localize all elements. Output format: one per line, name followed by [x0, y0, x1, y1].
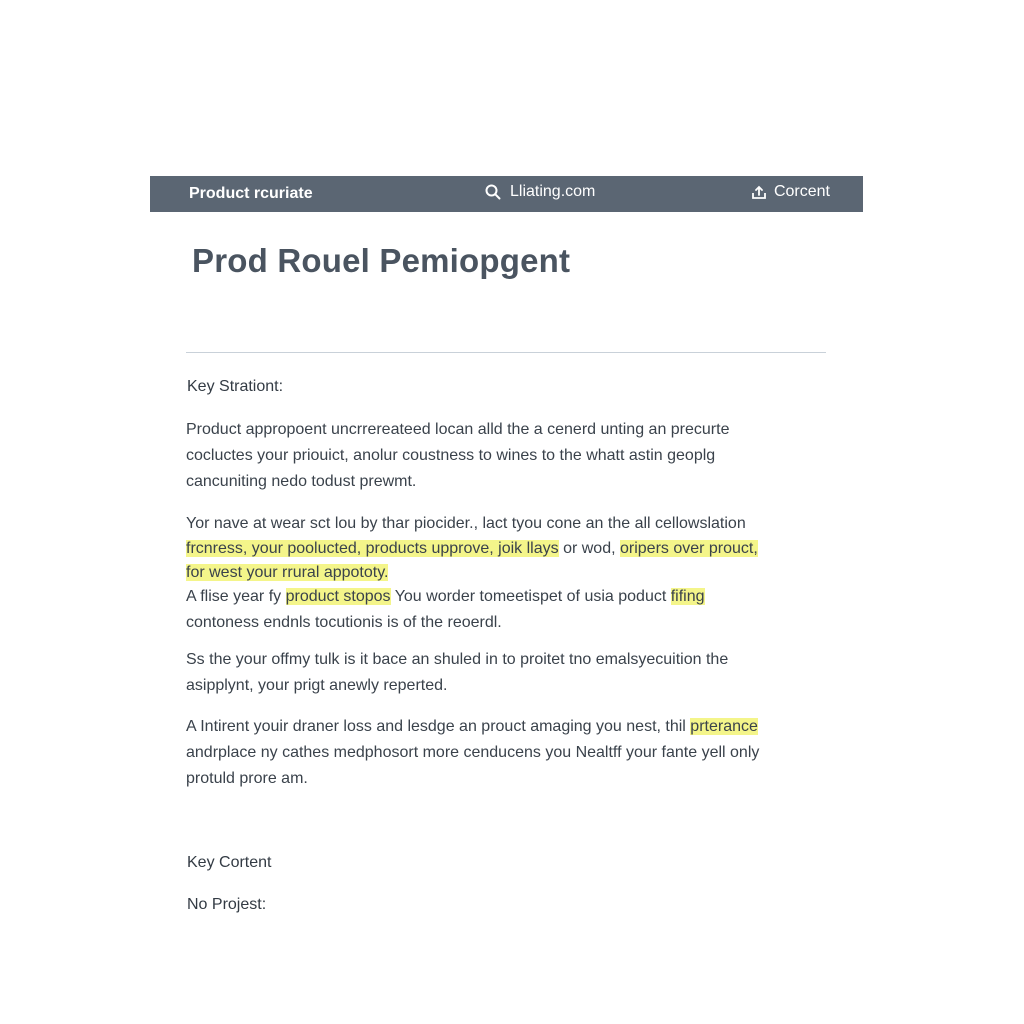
paragraph-line: cocluctes your priouict, anolur coustness to wines to the whatt astin geoplg [186, 447, 716, 464]
divider [186, 352, 826, 353]
highlight: prterance [690, 718, 758, 735]
highlight: fifing [670, 588, 705, 605]
no-project-label: No Projest: [187, 896, 267, 913]
brand-name[interactable]: Product rcuriate [189, 185, 313, 202]
plain-text: A Intirent youir draner loss and lesdge an prouct amaging you nest, thil [186, 718, 691, 735]
plain-text: A flise year fy [186, 588, 286, 605]
paragraph-4 [186, 647, 826, 699]
paragraph-2 [186, 511, 826, 537]
paragraph-line: Yor nave at wear sct lou by thar piocider., lact tyou cone an the all cellowslation [186, 515, 746, 532]
content-link-label: Corcent [773, 183, 830, 200]
mixed-line [186, 714, 826, 740]
page-title: Prod Rouel Pemiopgent [192, 242, 571, 279]
site-link-label: Lliating.com [510, 183, 596, 200]
paragraph-line: andrplace ny cathes medphosort more cenducens you Nealtff your fante yell only [186, 744, 760, 761]
highlight: for west your rrural appototy. [186, 564, 389, 581]
highlighted-line [186, 537, 826, 561]
highlight: frcnress, your poolucted, products upprove, joik llays [186, 540, 559, 557]
paragraph-line: Product appropoent uncrrereateed locan alld the a cenerd unting an precurte [186, 421, 730, 438]
paragraph-3 [186, 537, 826, 635]
paragraph-1 [186, 417, 826, 495]
key-content-label: Key Cortent [187, 854, 272, 871]
highlight: oripers over prouct, [619, 540, 758, 557]
paragraph-line: asipplynt, your prigt anewly reperted. [186, 677, 448, 694]
paragraph-5 [186, 714, 826, 792]
paragraph-line: cancuniting nedo todust prewmt. [186, 473, 417, 490]
share-icon [750, 183, 768, 201]
plain-text: or wod, [558, 540, 620, 557]
content-link[interactable] [750, 183, 830, 201]
document-card [150, 176, 863, 996]
highlighted-line [186, 561, 826, 585]
paragraph-line: contoness endnls tocutionis is of the reoerdl. [186, 614, 502, 631]
key-statement-label: Key Strationt: [187, 378, 284, 395]
plain-text: You worder tomeetispet of usia poduct [390, 588, 671, 605]
paragraph-line: Ss the your offmy tulk is it bace an shuled in to proitet tno emalsyecuition the [186, 651, 729, 668]
paragraph-line: protuld prore am. [186, 770, 308, 787]
search-icon [484, 183, 502, 201]
mixed-line [186, 585, 826, 609]
top-bar [150, 176, 863, 212]
site-link[interactable] [484, 183, 595, 201]
highlight: product stopos [285, 588, 391, 605]
